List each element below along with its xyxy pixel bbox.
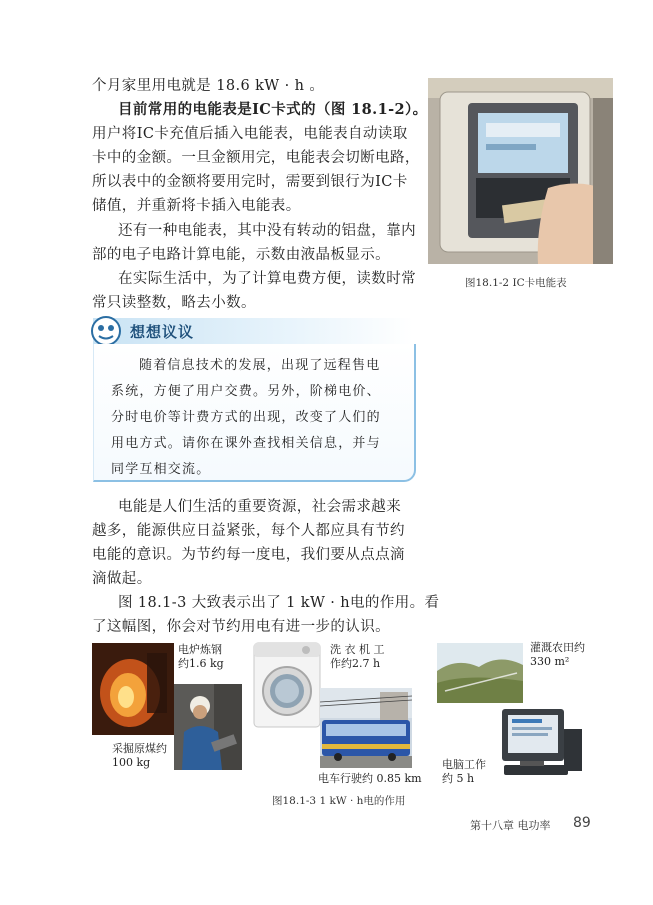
paragraph-line: 在实际生活中，为了计算电费方便，读数时常 bbox=[118, 271, 416, 287]
discussion-text bbox=[111, 353, 407, 483]
paragraph-line: 目前常用的电能表是IC卡式的（图 18.1-2）。 bbox=[118, 101, 428, 118]
paragraph-line: 储值，并重新将卡插入电能表。 bbox=[92, 198, 301, 214]
paragraph-line: 电能是人们生活的重要资源，社会需求越来 bbox=[118, 499, 402, 515]
label-furnace-line: 约1.6 kg bbox=[178, 657, 224, 670]
paragraph-line: 个月家里用电就是 18.6 kW · h 。 bbox=[92, 78, 325, 94]
ic-meter-photo bbox=[428, 78, 613, 264]
label-washer bbox=[330, 643, 385, 671]
discussion-line: 随着信息技术的发展，出现了远程售电 bbox=[139, 358, 381, 373]
label-coal-line: 采掘原煤约 bbox=[112, 742, 167, 755]
paragraph-line: 图 18.1-3 大致表示出了 1 kW · h电的作用。看 bbox=[118, 595, 440, 611]
label-furnace-line: 电炉炼钢 bbox=[178, 643, 222, 656]
paragraph-line: 还有一种电能表，其中没有转动的铝盘，靠内 bbox=[118, 223, 416, 239]
tram-photo bbox=[320, 688, 412, 768]
computer-photo bbox=[498, 705, 586, 783]
paragraph-line: 越多，能源供应日益紧张，每个人都应具有节约 bbox=[92, 523, 405, 539]
chapter-footer: 第十八章 电功率 bbox=[470, 819, 551, 832]
label-irrigation-line: 330 m² bbox=[530, 655, 570, 668]
furnace-photo bbox=[92, 643, 174, 735]
paragraph-line: 部的电子电路计算电能，示数由液晶板显示。 bbox=[92, 247, 390, 263]
label-irrigation-line: 灌溉农田约 bbox=[530, 641, 585, 654]
paragraph-line: 了这幅图，你会对节约用电有进一步的认识。 bbox=[92, 619, 390, 635]
discussion-line: 系统，方便了用户交费。另外，阶梯电价、 bbox=[111, 384, 381, 399]
irrigation-photo bbox=[437, 643, 523, 703]
discussion-title: 想想议议 bbox=[130, 323, 195, 341]
paragraph-line: 常只读整数，略去小数。 bbox=[92, 295, 256, 311]
label-furnace bbox=[178, 643, 224, 671]
coal-miner-photo bbox=[174, 684, 242, 770]
discussion-line: 同学互相交流。 bbox=[111, 462, 211, 477]
discussion-line: 用电方式。请你在课外查找相关信息，并与 bbox=[111, 436, 381, 451]
label-computer bbox=[442, 758, 486, 786]
paragraph-line: 电能的意识。为节约每一度电，我们要从点点滴 bbox=[92, 547, 405, 563]
discussion-line: 分时电价等计费方式的出现，改变了人们的 bbox=[111, 410, 381, 425]
paragraph-line: 卡中的金额。一旦金额用完，电能表会切断电路， bbox=[92, 150, 420, 166]
label-washer-line: 洗 衣 机 工 bbox=[330, 643, 385, 656]
label-washer-line: 作约2.7 h bbox=[330, 657, 381, 670]
label-irrigation bbox=[530, 641, 585, 669]
label-coal-line: 100 kg bbox=[112, 756, 151, 769]
paragraph-line: 用户将IC卡充值后插入电能表，电能表自动读取 bbox=[92, 126, 408, 142]
label-tram: 电车行驶约 0.85 km bbox=[318, 772, 422, 785]
figure-caption: 图18.1-2 IC卡电能表 bbox=[465, 277, 567, 289]
label-computer-line: 电脑工作 bbox=[442, 758, 486, 771]
label-computer-line: 约 5 h bbox=[442, 772, 475, 785]
paragraph-line: 滴做起。 bbox=[92, 571, 152, 587]
label-coal bbox=[112, 742, 167, 770]
page-number: 89 bbox=[573, 815, 591, 831]
figure-caption: 图18.1-3 1 kW · h电的作用 bbox=[272, 795, 406, 807]
discussion-icon bbox=[90, 315, 122, 347]
paragraph-line: 所以表中的金额将要用完时，需要到银行为IC卡 bbox=[92, 174, 408, 190]
washing-machine-photo bbox=[252, 641, 322, 729]
